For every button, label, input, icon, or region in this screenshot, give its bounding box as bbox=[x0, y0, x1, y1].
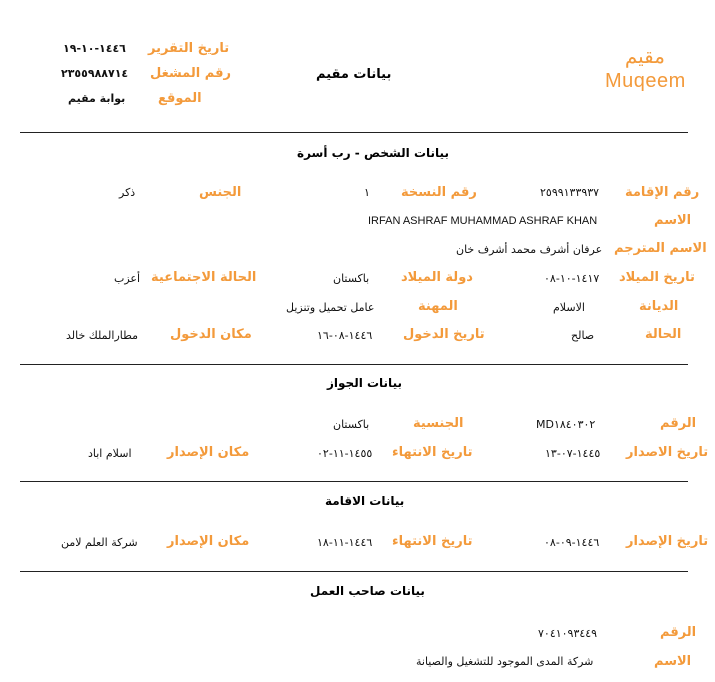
residence-expiry-label: تاريخ الانتهاء bbox=[392, 534, 473, 549]
birth-date-label: تاريخ الميلاد bbox=[619, 270, 695, 285]
religion-label: الديانة bbox=[639, 299, 679, 314]
passport-number-value: MD١٨٤٠٣٠٢ bbox=[536, 418, 596, 431]
operator-number-label: رقم المشغل bbox=[150, 66, 231, 81]
passport-number-label: الرقم bbox=[660, 416, 697, 431]
marital-status-label: الحالة الاجتماعية bbox=[151, 270, 257, 285]
employer-number-value: ٧٠٤١٠٩٣٤٤٩ bbox=[538, 627, 598, 640]
entry-place-label: مكان الدخول bbox=[170, 327, 252, 342]
nationality-label: الجنسية bbox=[413, 416, 464, 431]
passport-section-title: بيانات الجواز bbox=[327, 376, 402, 390]
report-date: ١٤٤٦-١٠-١٩ bbox=[63, 42, 126, 55]
passport-issue-place-label: مكان الإصدار bbox=[167, 445, 250, 460]
name-value: IRFAN ASHRAF MUHAMMAD ASHRAF KHAN bbox=[368, 215, 598, 227]
profession-label: المهنة bbox=[418, 299, 458, 314]
passport-issue-date-label: تاريخ الاصدار bbox=[626, 445, 709, 460]
divider bbox=[20, 132, 688, 133]
copy-number-label: رقم النسخة bbox=[401, 185, 477, 200]
status-value: صالح bbox=[571, 329, 595, 342]
location: بوابة مقيم bbox=[68, 92, 126, 105]
employer-section-title: بيانات صاحب العمل bbox=[310, 584, 425, 598]
gender-label: الجنس bbox=[199, 185, 242, 200]
report-date-label: تاريخ التقرير bbox=[148, 41, 230, 56]
iqama-label: رقم الإقامة bbox=[625, 185, 700, 200]
profession-value: عامل تحميل وتنزيل bbox=[286, 301, 375, 314]
nationality-value: باكستان bbox=[333, 418, 370, 431]
residence-issue-date-value: ١٤٤٦-٠٩-٠٨ bbox=[544, 536, 600, 549]
person-section-title: بيانات الشخص - رب أسرة bbox=[297, 146, 449, 160]
logo-arabic: مقيم bbox=[624, 44, 665, 68]
entry-place-value: مطارالملك خالد bbox=[66, 329, 139, 342]
iqama-value: ٢٥٩٩١٣٣٩٣٧ bbox=[540, 186, 600, 199]
employer-name-value: شركة المدى الموجود للتشغيل والصيانة bbox=[416, 655, 594, 668]
birth-country-label: دولة الميلاد bbox=[401, 270, 473, 285]
page-title: بيانات مقيم bbox=[316, 67, 392, 82]
divider bbox=[20, 571, 688, 572]
employer-number-label: الرقم bbox=[660, 625, 697, 640]
operator-number: ٢٣٥٥٩٨٨٧١٤ bbox=[61, 67, 129, 80]
translated-name-label: الاسم المترجم bbox=[614, 241, 707, 256]
divider bbox=[20, 364, 688, 365]
gender-value: ذكر bbox=[119, 186, 136, 199]
passport-issue-date-value: ١٤٤٥-٠٧-١٣ bbox=[545, 447, 601, 460]
name-label: الاسم bbox=[654, 213, 692, 228]
location-label: الموقع bbox=[158, 91, 202, 106]
residence-section-title: بيانات الاقامة bbox=[325, 494, 405, 508]
employer-name-label: الاسم bbox=[654, 654, 692, 669]
entry-date-value: ١٤٤٦-٠٨-١٦ bbox=[317, 329, 373, 342]
copy-number-value: ١ bbox=[364, 186, 370, 199]
marital-status-value: أعزب bbox=[114, 272, 141, 285]
passport-expiry-label: تاريخ الانتهاء bbox=[392, 445, 473, 460]
entry-date-label: تاريخ الدخول bbox=[403, 327, 485, 342]
passport-issue-place-value: اسلام اباد bbox=[88, 447, 132, 460]
passport-expiry-value: ١٤٥٥-١١-٠٢ bbox=[317, 447, 373, 460]
religion-value: الاسلام bbox=[553, 301, 585, 314]
status-label: الحالة bbox=[645, 327, 682, 342]
logo-english: Muqeem bbox=[605, 70, 686, 92]
residence-issue-place-label: مكان الإصدار bbox=[167, 534, 250, 549]
birth-country-value: باكستان bbox=[333, 272, 370, 285]
translated-name-value: عرفان أشرف محمد أشرف خان bbox=[456, 243, 603, 256]
residence-issue-place-value: شركة العلم لامن bbox=[61, 536, 138, 549]
residence-expiry-value: ١٤٤٦-١١-١٨ bbox=[317, 536, 373, 549]
residence-issue-date-label: تاريخ الإصدار bbox=[626, 534, 709, 549]
divider bbox=[20, 481, 688, 482]
birth-date-value: ١٤١٧-١٠-٠٨ bbox=[544, 272, 600, 285]
